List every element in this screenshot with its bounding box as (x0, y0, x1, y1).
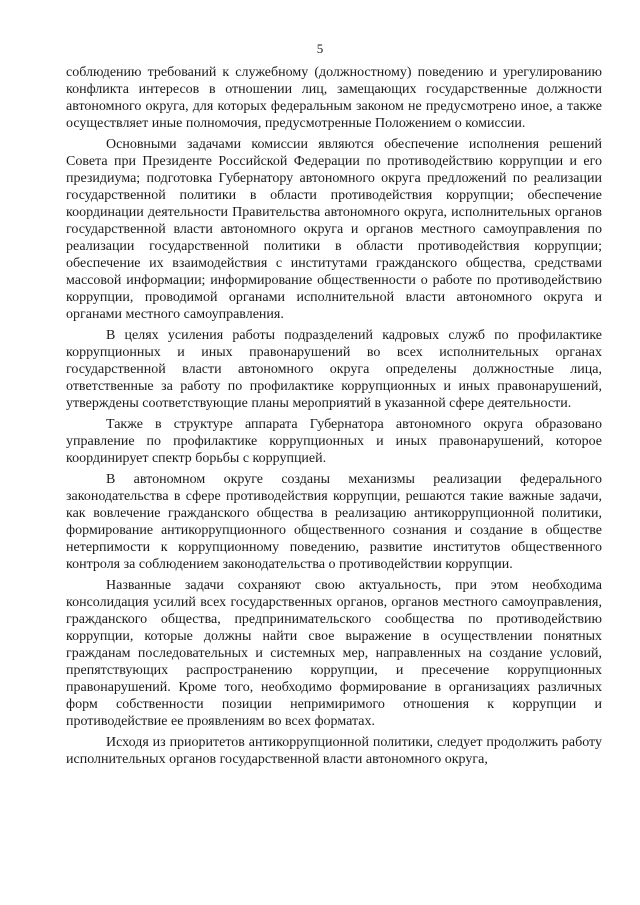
paragraph-commission-tasks: Основными задачами комиссии являются обеспечение исполнения решений Совета при Президенте Российской Федерации по противодействию коррупции и его президиума; подготовка Губернатору автономного округа предложений по реализации государственной политики в области противодействия коррупции; обеспечение координации деятельности Правительства автономного округа, исполнительных органов государственной власти автономного округа и органов местного самоуправления по реализации государственной политики в области противодействия коррупции; обеспечение их взаимодействия с институтами гражданского общества, средствами массовой информации; информирование общественности о работе по противодействию коррупции, проводимой органами исполнительной власти автономного округа и органами местного самоуправления. (66, 137, 602, 322)
paragraph-continuation: соблюдению требований к служебному (должностному) поведению и урегулированию конфликта интересов в отношении лиц, замещающих государственные должности автономного округа, для которых федеральным законом не предусмотрено иное, а также осуществляет иные полномочия, предусмотренные Положением о комиссии. (66, 65, 602, 131)
paragraph-governor-office: Также в структуре аппарата Губернатора автономного округа образовано управление по профилактике коррупционных и иных правонарушений, которое координирует спектр борьбы с коррупцией. (66, 417, 602, 466)
paragraph-priorities: Исходя из приоритетов антикоррупционной политики, следует продолжить работу исполнительных органов государственной власти автономного округа, (66, 735, 602, 767)
paragraph-hr-services: В целях усиления работы подразделений кадровых служб по профилактике коррупционных и иных правонарушений во всех исполнительных органах государственной власти автономного округа определены должностные лица, ответственные за работу по профилактике коррупционных и иных правонарушений, утверждены соответствующие планы мероприятий в указанной сфере деятельности. (66, 328, 602, 411)
paragraph-mechanisms: В автономном округе созданы механизмы реализации федерального законодательства в сфере противодействия коррупции, решаются такие важные задачи, как вовлечение гражданского общества в реализацию антикоррупционной политики, формирование антикоррупционного общественного сознания и создание в обществе нетерпимости к коррупционному поведению, развитие институтов общественного контроля за соблюдением законодательства о противодействии коррупции. (66, 472, 602, 572)
page-number: 5 (316, 41, 324, 56)
paragraph-named-tasks: Названные задачи сохраняют свою актуальность, при этом необходима консолидация усилий всех государственных органов, органов местного самоуправления, гражданского общества, предпринимательского сообщества по противодействию коррупции, которые должны найти свое выражение в осуществлении понятных гражданам последовательных и системных мер, направленных на создание условий, препятствующих распространению коррупции, и пресечение коррупционных правонарушений. Кроме того, необходимо формирование в организациях различных форм собственности позиции непримиримого отношения к коррупции и противодействие ее проявлениям во всех форматах. (66, 578, 602, 729)
document-body (66, 64, 602, 772)
